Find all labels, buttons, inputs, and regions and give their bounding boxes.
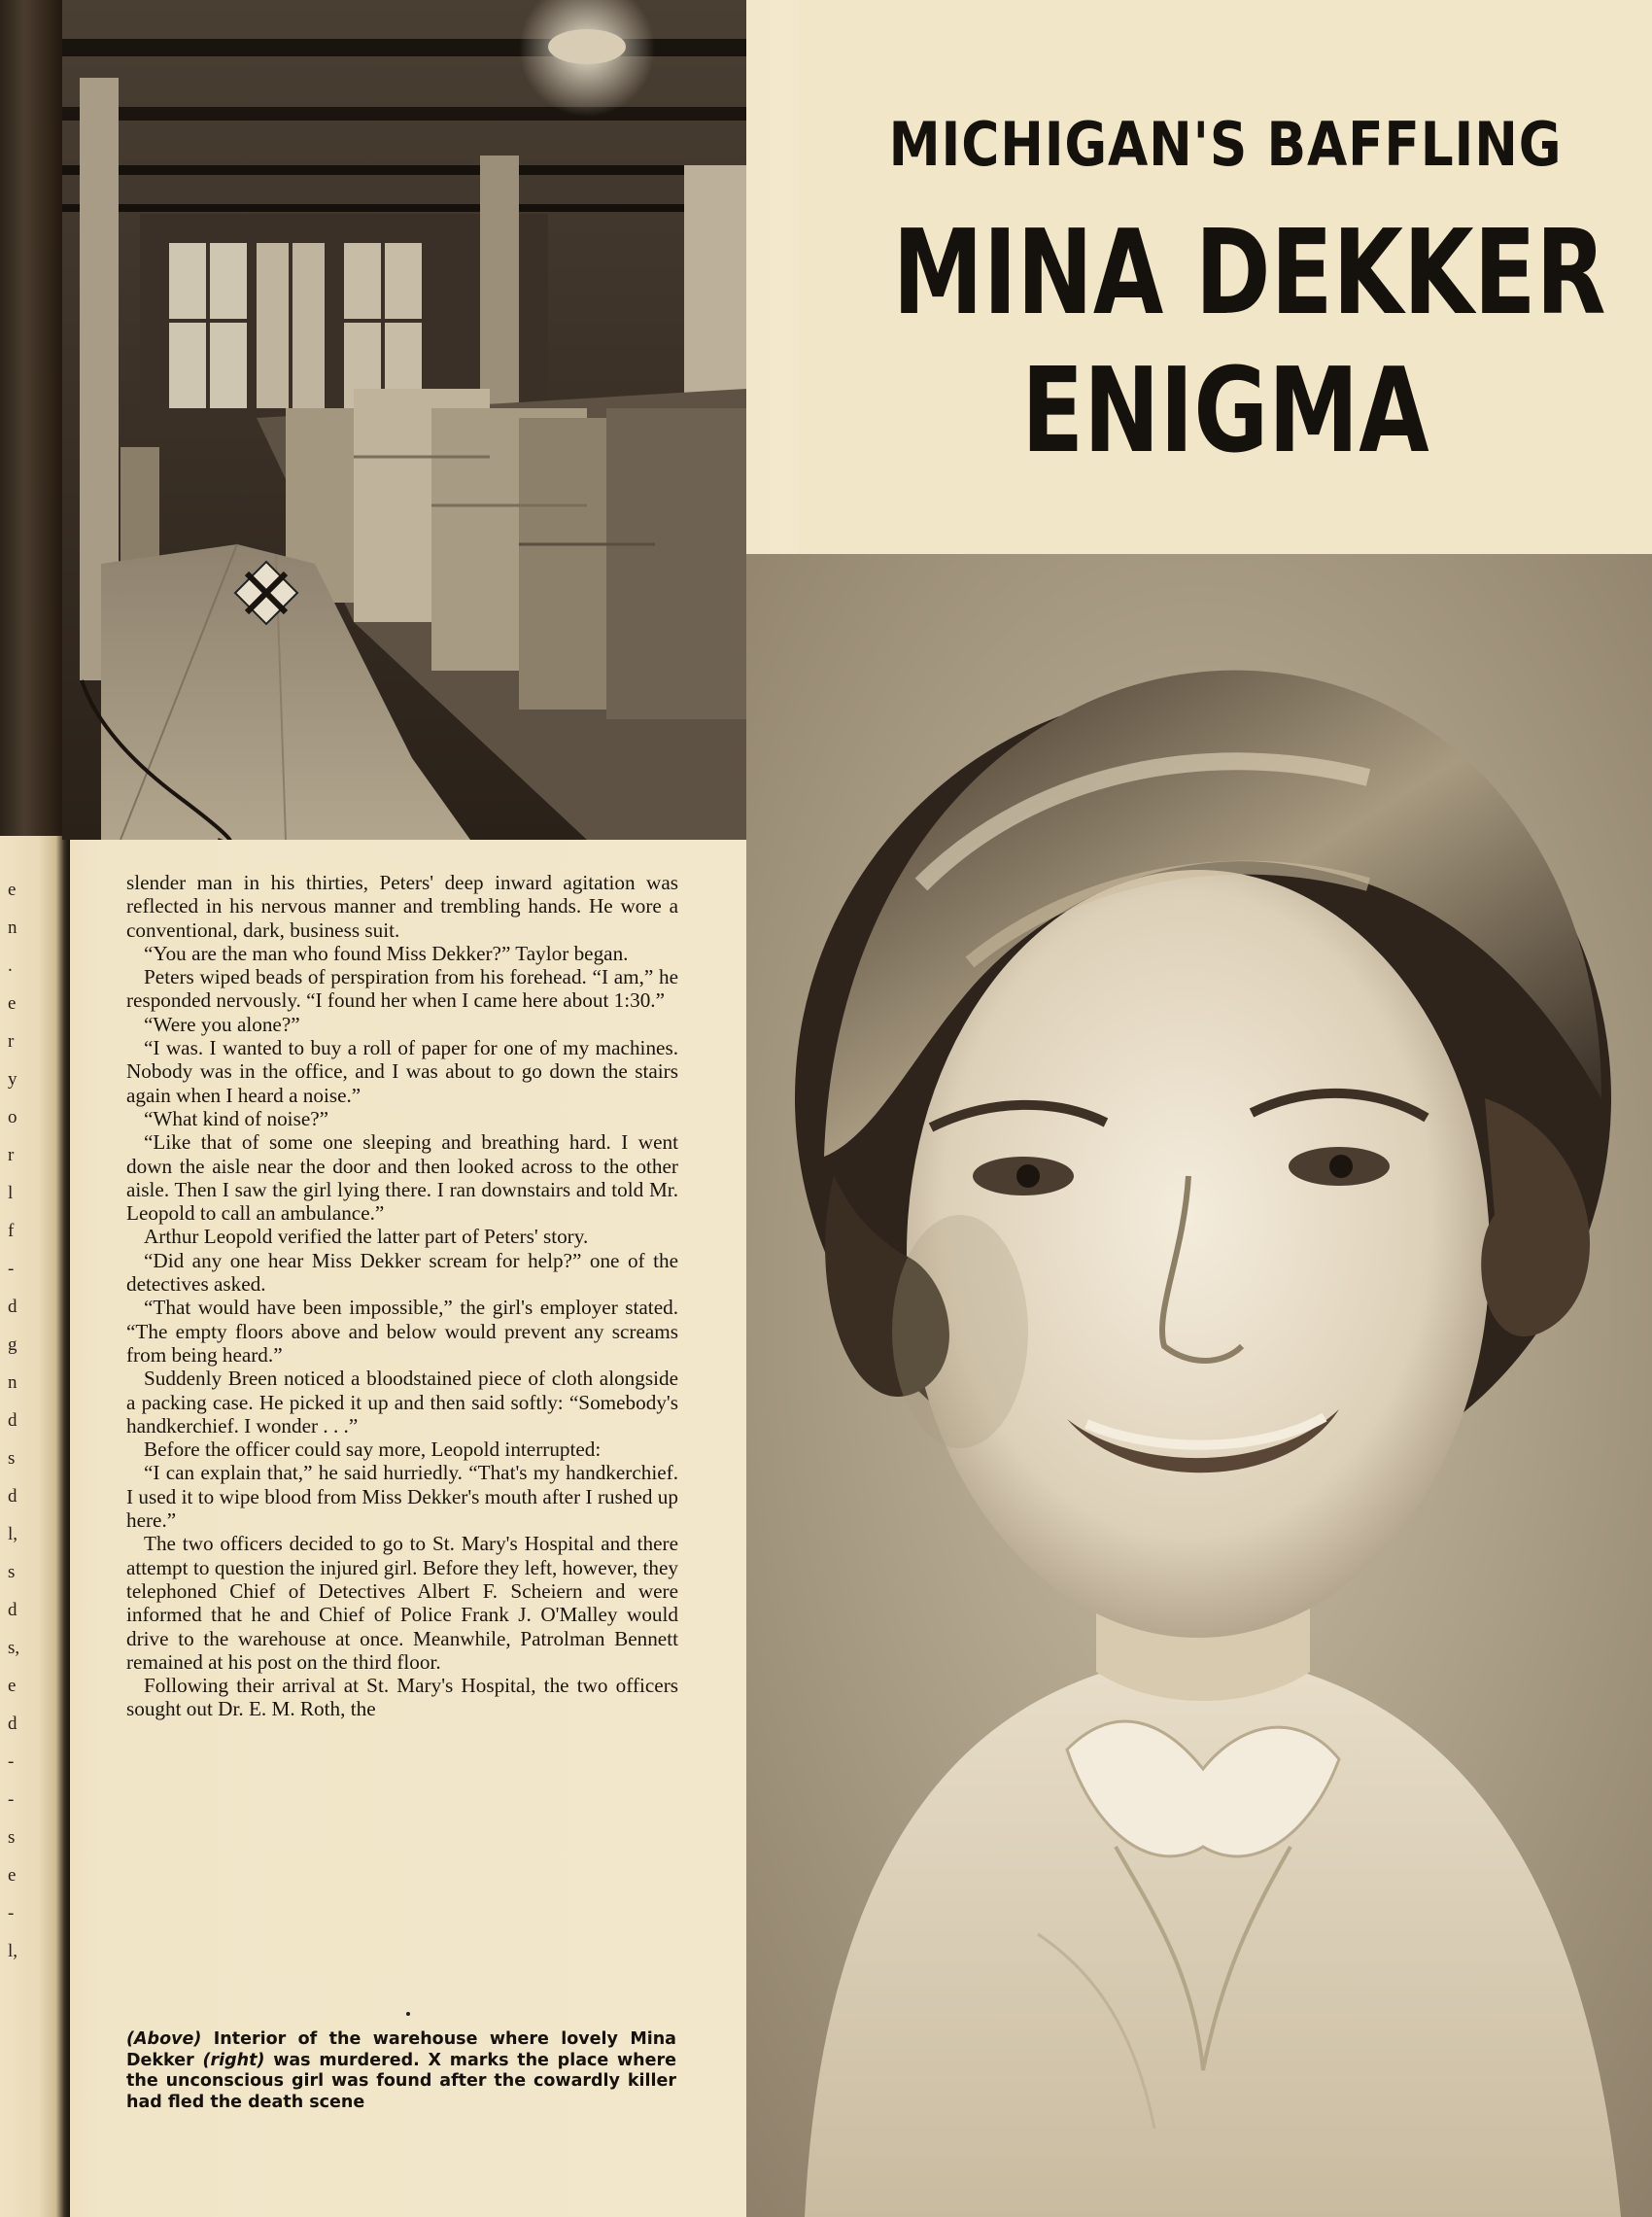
article-paragraph: “That would have been impossible,” the girl's employer stated. “The empty floors above and below would prevent any screams from being heard.” (126, 1296, 678, 1367)
gutter-letter: - (8, 1751, 15, 1772)
gutter-letter: r (8, 1031, 15, 1052)
article-paragraph: The two officers decided to go to St. Mary's Hospital and there attempt to question the injured girl. Before they left, however, they telephoned Chief of Detectives Albert F. Scheiern and were informed that he and Chief of Police Frank J. O'Malley would drive to the warehouse at once. Meanwhile, Patrolman Bennett remained at his post on the third floor. (126, 1532, 678, 1674)
article-paragraph: Following their arrival at St. Mary's Hospital, the two officers sought out Dr. E. M. Roth, the (126, 1674, 678, 1721)
headline-line-1: MICHIGAN'S BAFFLING (888, 109, 1563, 180)
gutter-letter: e (8, 993, 17, 1014)
gutter-letter: o (8, 1107, 17, 1127)
article-paragraph: Arthur Leopold verified the latter part of Peters' story. (144, 1225, 589, 1249)
gutter-letter: s (8, 1448, 16, 1469)
gutter-letter: d (8, 1600, 17, 1620)
article-paragraph: “Did any one hear Miss Dekker scream for help?” one of the detectives asked. (126, 1248, 678, 1297)
previous-page-gutter (0, 0, 70, 2217)
gutter-letter: l (8, 1183, 14, 1203)
gutter-letter: - (8, 1259, 15, 1279)
photo-caption (126, 2029, 676, 2113)
gutter-letter: n (8, 918, 17, 938)
gutter-letter: s (8, 1827, 16, 1848)
article-paragraph: “What kind of noise?” (144, 1106, 329, 1130)
article-body (126, 871, 678, 1721)
article-paragraph: “I was. I wanted to buy a roll of paper for one of my machines. Nobody was in the office, and I was about to go down the stairs again when I heard a noise.” (126, 1036, 678, 1107)
gutter-letter: l, (8, 1524, 18, 1544)
gutter-letter: d (8, 1410, 17, 1431)
article-paragraph: Suddenly Breen noticed a bloodstained piece of cloth alongside a packing case. He picked it up and then said softly: “Somebody's handkerchief. I wonder . . .” (126, 1367, 678, 1438)
article-paragraph: “I can explain that,” he said hurriedly. “That's my handkerchief. I used it to wipe blood from Miss Dekker's mouth after I rushed up here.” (126, 1461, 678, 1533)
article-paragraph: Peters wiped beads of perspiration from his forehead. “I am,” he responded nervously. “I found her when I came here about 1:30.” (126, 965, 678, 1013)
gutter-letter: e (8, 1865, 17, 1886)
gutter-letter: e (8, 1676, 17, 1696)
headline-block (799, 0, 1652, 554)
gutter-letter: l, (8, 1941, 18, 1961)
gutter-letter: f (8, 1221, 15, 1241)
gutter-letter: - (8, 1789, 15, 1810)
article-paragraph: slender man in his thirties, Peters' deep inward agitation was reflected in his nervous manner and trembling hands. He wore a conventional, dark, business suit. (126, 871, 678, 942)
gutter-letter: n (8, 1372, 17, 1393)
article-paragraph: “You are the man who found Miss Dekker?” Taylor began. (144, 941, 629, 965)
caption-text-1: Interior of the warehouse where lovely Mina Dekker (126, 2029, 676, 2070)
gutter-letter: d (8, 1714, 17, 1734)
gutter-letter: - (8, 1903, 15, 1923)
gutter-letter: g (8, 1334, 17, 1355)
caption-above-label: (Above) (126, 2029, 202, 2049)
gutter-photo-edge (0, 0, 62, 836)
decorative-dot (406, 2012, 410, 2016)
article-paragraph: “Were you alone?” (144, 1012, 300, 1036)
gutter-letter: s, (8, 1638, 20, 1658)
gutter-letter: e (8, 880, 17, 900)
gutter-letter: y (8, 1069, 17, 1090)
article-paragraph: Before the officer could say more, Leopold interrupted: (144, 1438, 602, 1462)
gutter-letter: r (8, 1145, 15, 1165)
caption-text-2: was murdered. X marks the place where the unconscious girl was found after the cowardly killer had fled the death scene (126, 2050, 677, 2112)
article-paragraph: “Like that of some one sleeping and breathing hard. I went down the aisle near the door and then looked across to the other aisle. Then I saw the girl lying there. I ran downstairs and told Mr. Leopold to call an ambulance.” (126, 1130, 678, 1226)
headline-line-2: MINA DEKKER (892, 206, 1606, 341)
headline-line-3: ENIGMA (1021, 344, 1429, 479)
caption-right-label: (right) (202, 2050, 265, 2070)
gutter-letter: d (8, 1297, 17, 1317)
portrait-photo (746, 554, 1652, 2217)
warehouse-interior-photo (62, 0, 746, 840)
gutter-letter: s (8, 1562, 16, 1582)
gutter-letter: . (8, 955, 13, 976)
gutter-letter: d (8, 1486, 17, 1507)
